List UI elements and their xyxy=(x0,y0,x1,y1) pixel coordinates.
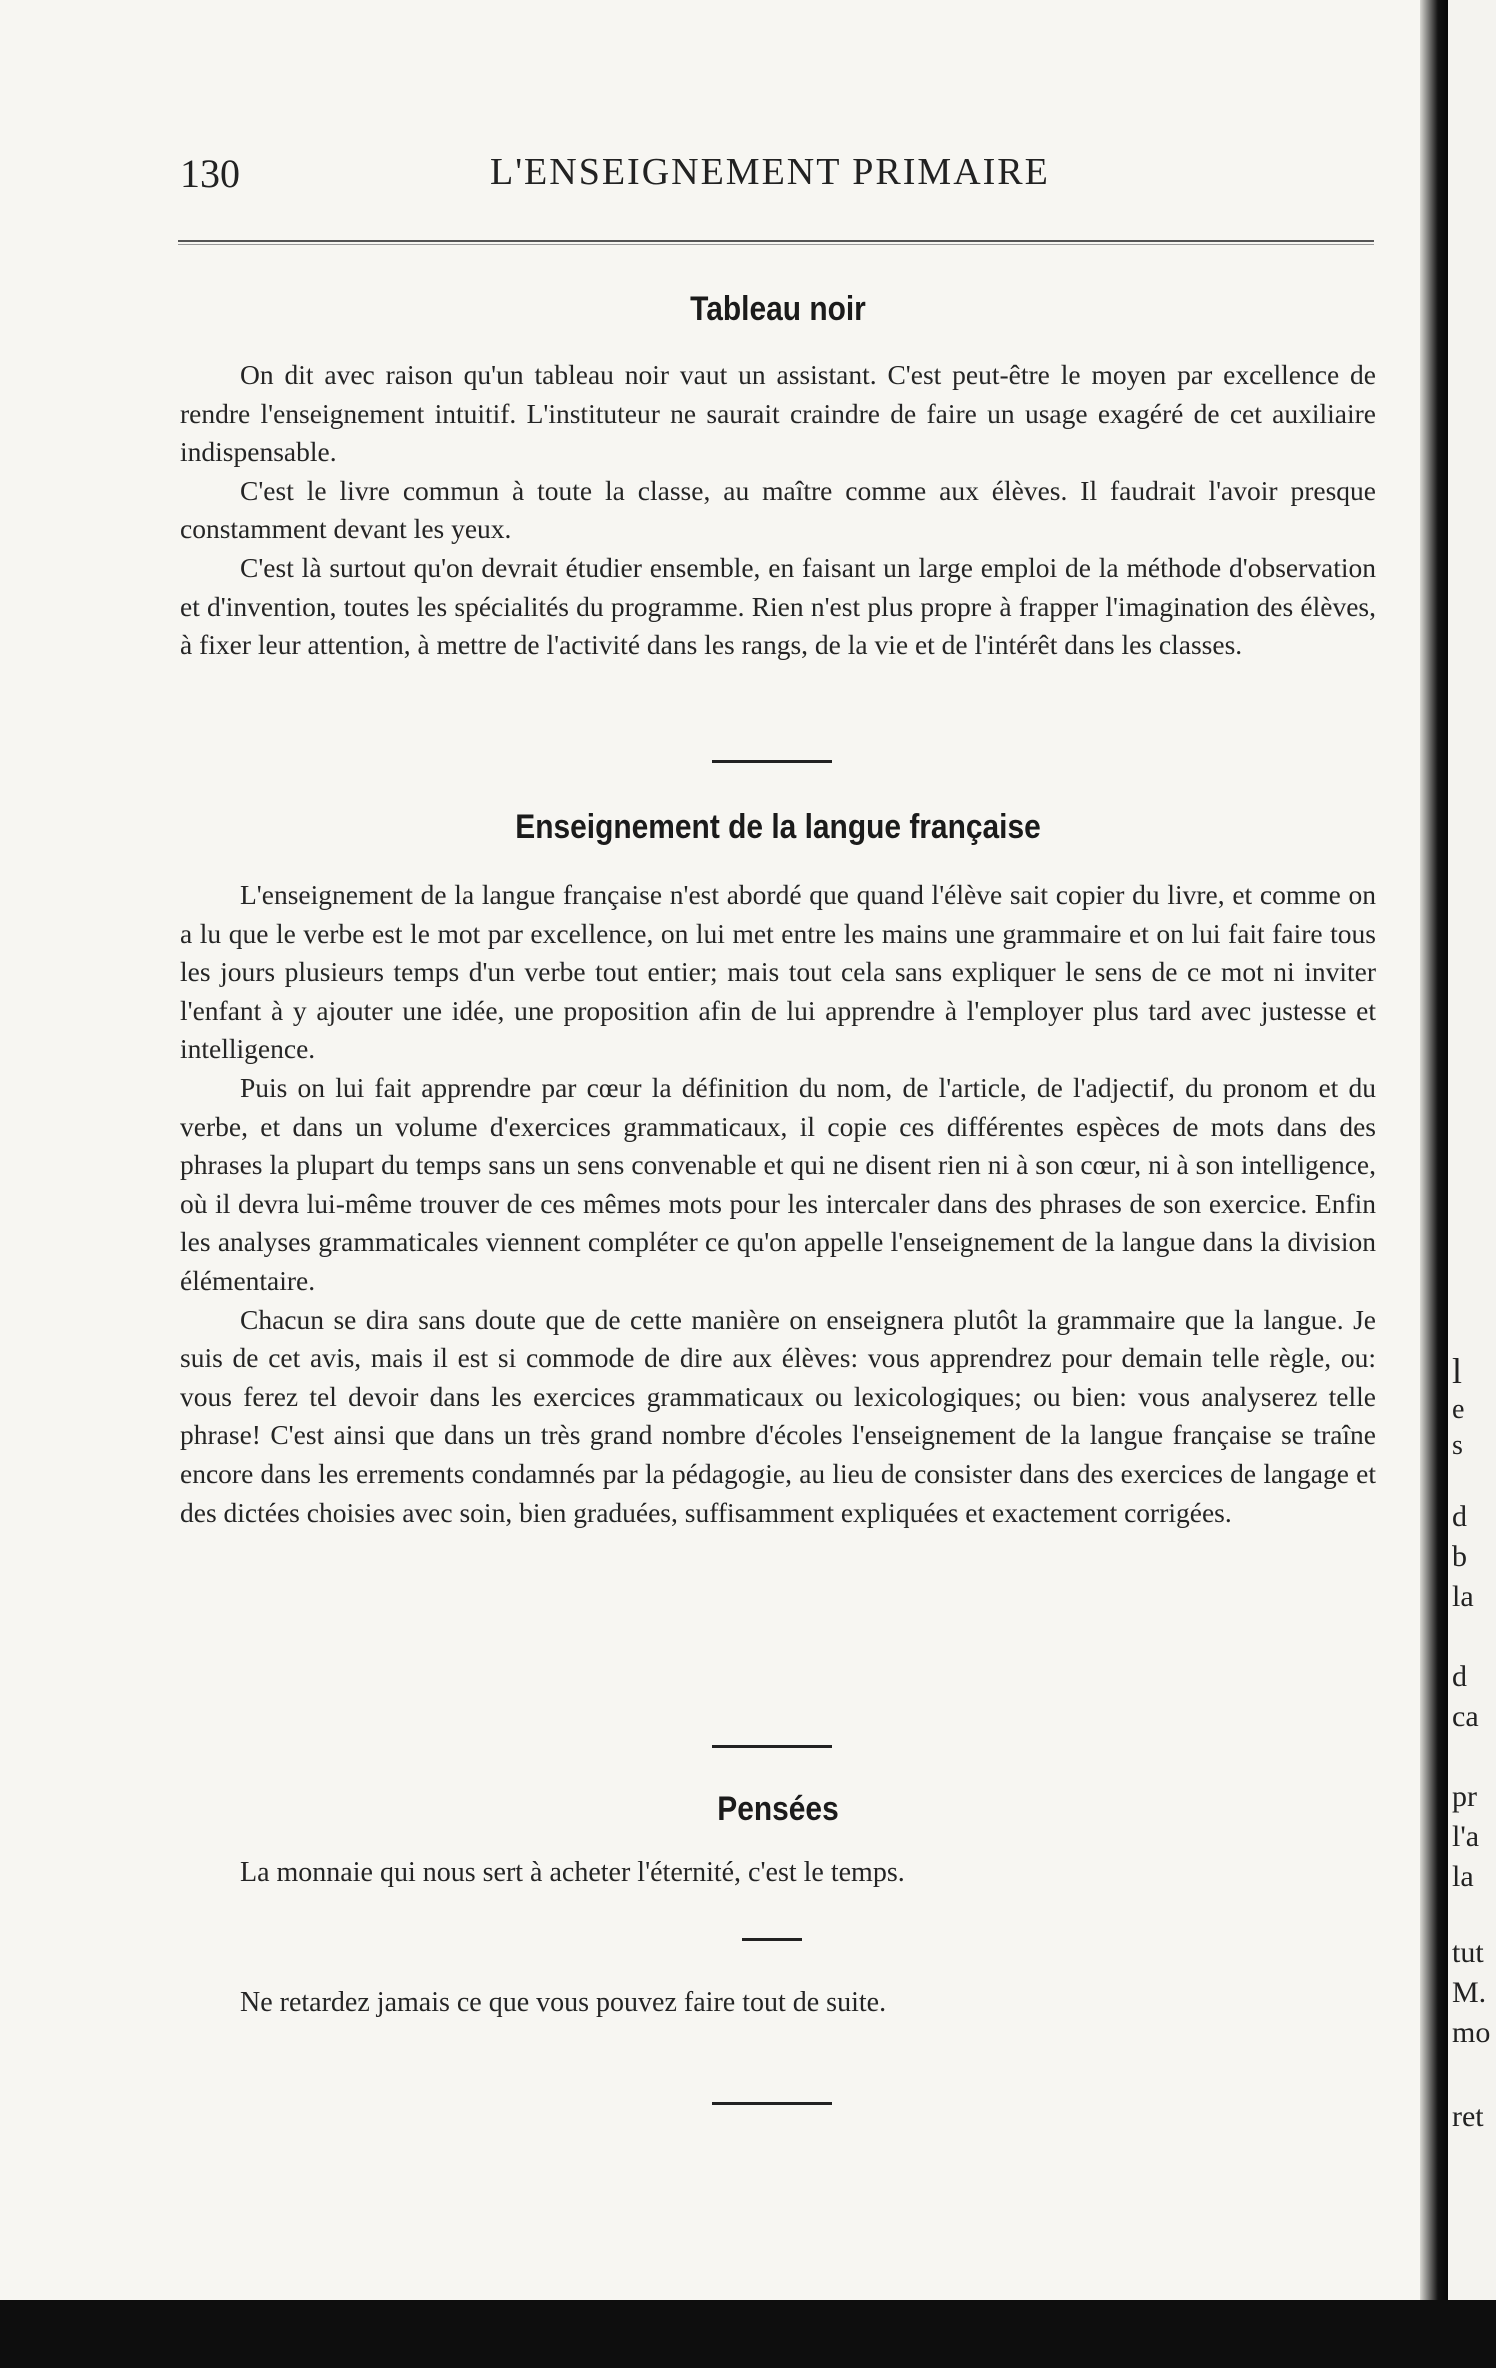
paragraph: C'est là surtout qu'on devrait étudier ensemble, en faisant un large emploi de la méthode d'observation et d'invention, toutes les spécialités du programme. Rien n'est plus propre à frapper l'imagination des élèves, à fixer leur attention, à mettre de l'activité dans les rangs, de la vie et de l'intérêt dans les classes. xyxy=(180,551,1376,661)
facing-page-fragment: tut xyxy=(1452,1936,1484,1969)
facing-page-fragment: la xyxy=(1452,1580,1474,1613)
running-title: L'ENSEIGNEMENT PRIMAIRE xyxy=(490,151,1050,193)
facing-page-fragment: l'a xyxy=(1452,1820,1480,1853)
facing-page-fragment: d xyxy=(1452,1660,1467,1693)
section-body-langue-francaise xyxy=(180,876,1376,1532)
facing-page-fragment: M. xyxy=(1452,1976,1487,2009)
facing-page-fragment: mo xyxy=(1452,2016,1491,2049)
paragraph: On dit avec raison qu'un tableau noir vaut un assistant. C'est peut-être le moyen par excellence de rendre l'enseignement intuitif. L'instituteur ne saurait craindre de faire un usage exagéré de cet auxiliaire indispensable. xyxy=(180,359,1376,468)
facing-page-fragment: ret xyxy=(1452,2100,1484,2133)
header-rule xyxy=(178,240,1374,245)
scan-bottom-border xyxy=(0,2300,1496,2368)
section-title-pensees: Pensées xyxy=(717,1790,839,1828)
binding-shadow xyxy=(1420,0,1450,2300)
section-divider xyxy=(712,760,832,763)
pensee-line: La monnaie qui nous sert à acheter l'éternité, c'est le temps. xyxy=(240,1857,905,1888)
facing-page-fragment: b xyxy=(1452,1540,1467,1573)
pensee-divider xyxy=(742,1938,802,1941)
page-header xyxy=(180,150,1380,210)
facing-page-fragment: s xyxy=(1452,1430,1463,1461)
facing-page-fragment: d xyxy=(1452,1500,1467,1533)
section-divider xyxy=(712,2102,832,2105)
section-title-tableau-noir: Tableau noir xyxy=(690,290,866,328)
facing-page-edge xyxy=(1448,0,1496,2300)
paragraph: Puis on lui fait apprendre par cœur la définition du nom, de l'article, de l'adjectif, du pronom et du verbe, et dans un volume d'exercices grammaticaux, il copie ces différentes espèces de mots dans des phrases la plupart du temps sans un sens convenable et qui ne disent rien ni à son cœur, ni à son intelligence, où il devra lui-même trouver de ces mêmes mots pour les intercaler dans des phrases de son exercice. Enfin les analyses grammaticales viennent compléter ce qu'on appelle l'enseignement de la langue dans la division élémentaire. xyxy=(180,1071,1376,1296)
facing-page-fragment: ca xyxy=(1452,1700,1479,1733)
facing-page-fragment: la xyxy=(1452,1860,1474,1893)
paragraph: C'est le livre commun à toute la classe, au maître comme aux élèves. Il faudrait l'avoir presque constamment devant les yeux. xyxy=(180,474,1376,545)
facing-page-fragment: l xyxy=(1452,1351,1463,1391)
pensee-line: Ne retardez jamais ce que vous pouvez faire tout de suite. xyxy=(240,1987,887,2018)
facing-page-fragment: e xyxy=(1452,1394,1465,1425)
page-number: 130 xyxy=(180,151,240,196)
facing-page-fragment: pr xyxy=(1452,1780,1477,1813)
section-body-tableau-noir xyxy=(180,356,1376,665)
section-divider xyxy=(712,1745,832,1748)
section-title-langue-francaise: Enseignement de la langue française xyxy=(515,808,1041,846)
paragraph: Chacun se dira sans doute que de cette manière on enseignera plutôt la grammaire que la langue. Je suis de cet avis, mais il est si commode de dire aux élèves: vous apprendrez pour demain telle règle, ou: vous ferez tel devoir dans les exercices grammaticaux ou lexicologiques; ou bien: vous analyserez telle phrase! C'est ainsi que dans un très grand nombre d'écoles l'enseignement de la langue française se traîne encore dans les errements condamnés par la pédagogie, au lieu de consister dans des exercices de langage et des dictées choisies avec soin, bien graduées, suffisamment expliquées et exactement corrigées. xyxy=(180,1303,1376,1528)
paragraph: L'enseignement de la langue française n'est abordé que quand l'élève sait copier du livre, et comme on a lu que le verbe est le mot par excellence, on lui met entre les mains une grammaire et on lui fait faire tous les jours plusieurs temps d'un verbe tout entier; mais tout cela sans expliquer le sens de ce mot ni inviter l'enfant à y ajouter une idée, une proposition afin de lui apprendre à l'employer plus tard avec justesse et intelligence. xyxy=(180,879,1376,1065)
